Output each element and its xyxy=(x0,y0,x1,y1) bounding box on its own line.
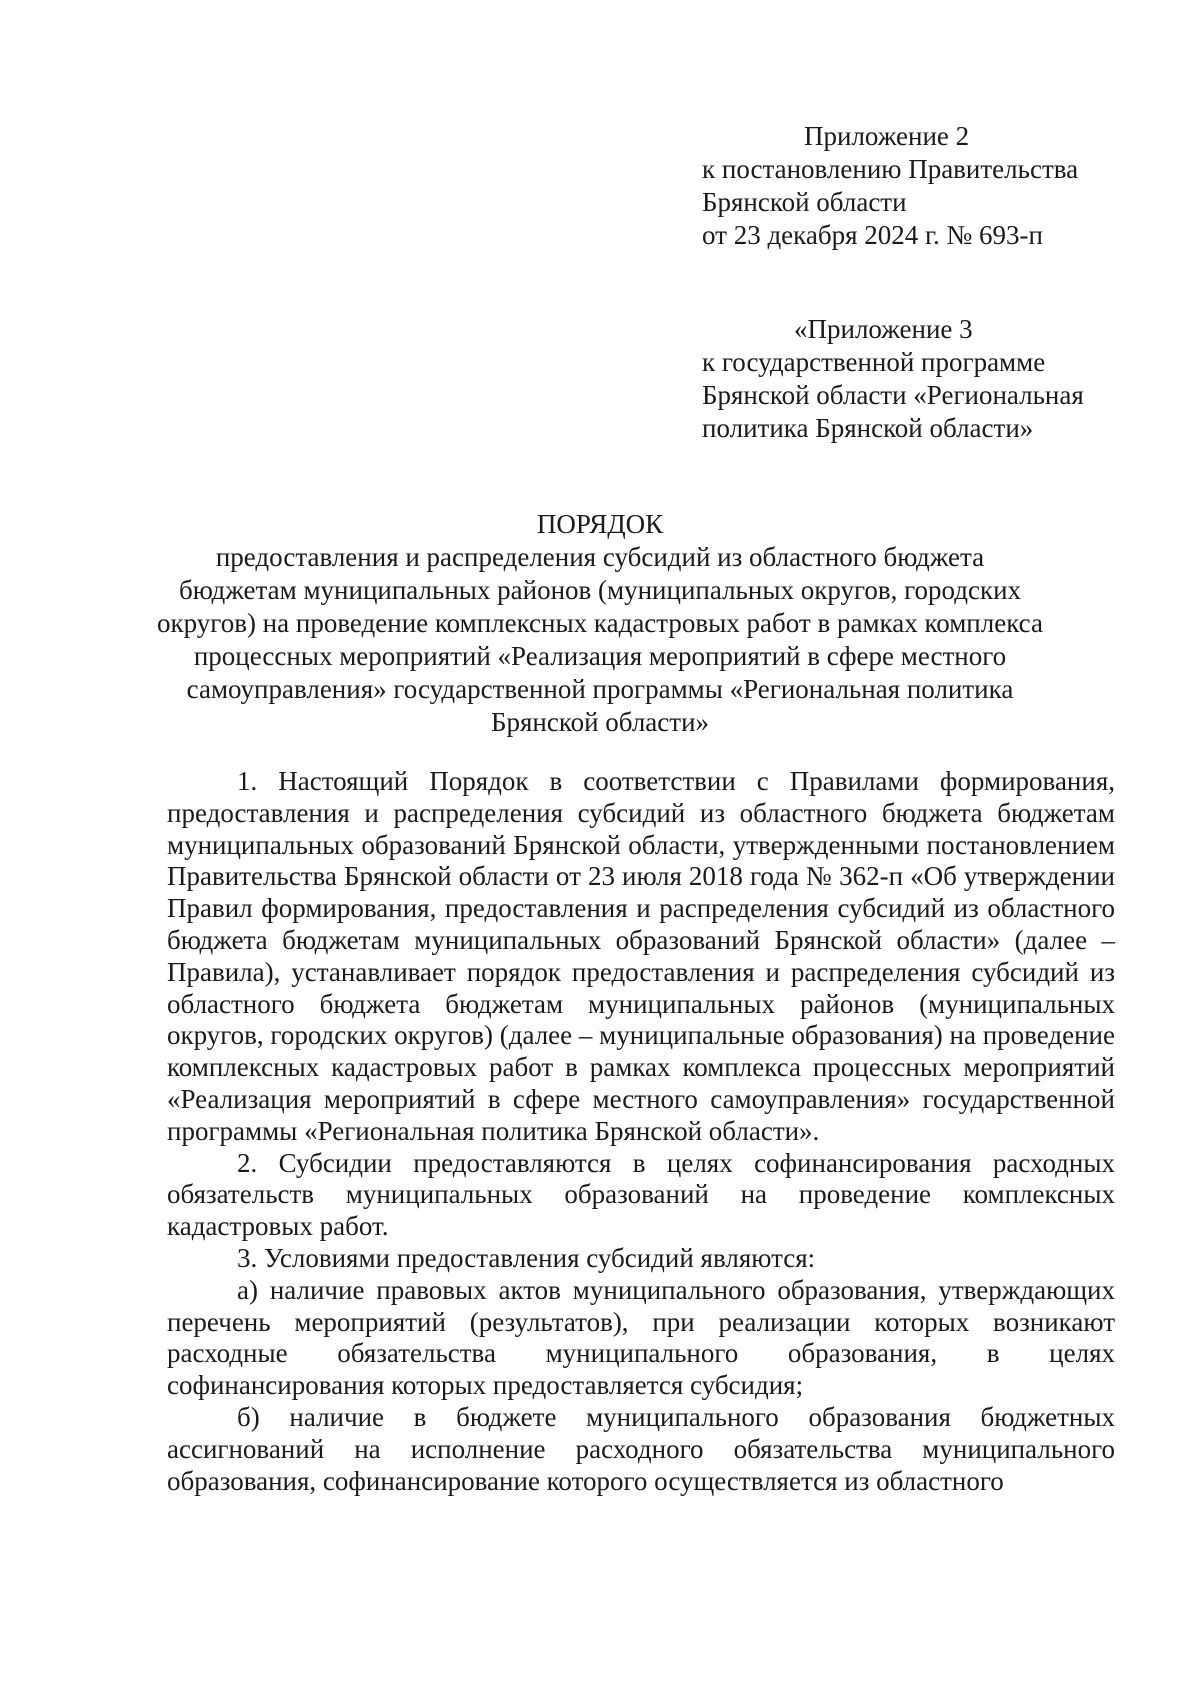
attachment-3-line2: к государственной программе xyxy=(702,347,1046,377)
attachment-2-line1: Приложение 2 xyxy=(804,121,970,151)
attachment-3-line4: политика Брянской области» xyxy=(702,413,1034,443)
paragraph-1: 1. Настоящий Порядок в соответствии с Правилами формирования, предоставления и распределения субсидий из областного бюджета бюджетам муниципальных образований Брянской области, утвержденными постановлением Правительства Брянской области от 23 июля 2018 года № 362-п «Об утверждении Правил формирования, предоставления и распределения субсидий из областного бюджета бюджетам муниципальных образований Брянской области» (далее – Правила), устанавливает порядок предоставления и распределения субсидий из областного бюджета бюджетам муниципальных районов (муниципальных округов, городских округов) (далее – муниципальные образования) на проведение комплексных кадастровых работ в рамках комплекса процессных мероприятий «Реализация мероприятий в сфере местного самоуправления» государственной программы «Региональная политика Брянской области». xyxy=(167,766,1115,1146)
attachment-3-line1: «Приложение 3 xyxy=(794,314,973,344)
title-line: процессных мероприятий «Реализация мероприятий в сфере местного xyxy=(193,641,1007,671)
title-line: самоуправления» государственной программы «Региональная политика xyxy=(186,674,1014,704)
title-line: округов) на проведение комплексных кадастровых работ в рамках комплекса xyxy=(157,608,1043,638)
title-line: Брянской области» xyxy=(490,707,710,737)
attachment-2-line4: от 23 декабря 2024 г. № 693-п xyxy=(702,220,1043,250)
document-body xyxy=(167,766,1115,1497)
attachment-3-line3: Брянской области «Региональная xyxy=(702,380,1084,410)
paragraph-3: 3. Условиями предоставления субсидий являются: xyxy=(237,1242,816,1273)
attachment-2-line2: к постановлению Правительства xyxy=(702,154,1079,184)
attachment-3-header xyxy=(702,313,1084,445)
paragraph-3b: б) наличие в бюджете муниципального образования бюджетных ассигнований на исполнение расходного обязательства муниципального образования, софинансирование которого осуществляется из областного xyxy=(167,1401,1115,1496)
attachment-2-line3: Брянской области xyxy=(702,187,907,217)
document-title xyxy=(150,508,1050,739)
paragraph-2: 2. Субсидии предоставляются в целях софинансирования расходных обязательств муниципальных образований на проведение комплексных кадастровых работ. xyxy=(167,1147,1115,1242)
title-heading: ПОРЯДОК xyxy=(536,509,664,539)
paragraph-3a: а) наличие правовых актов муниципального образования, утверждающих перечень мероприятий (результатов), при реализации которых возникают расходные обязательства муниципального образования, в целях софинансирования которых предоставляется субсидия; xyxy=(167,1274,1115,1401)
attachment-2-header xyxy=(702,120,1078,252)
title-line: бюджетам муниципальных районов (муниципальных округов, городских xyxy=(178,575,1022,605)
title-line: предоставления и распределения субсидий из областного бюджета xyxy=(215,542,985,572)
